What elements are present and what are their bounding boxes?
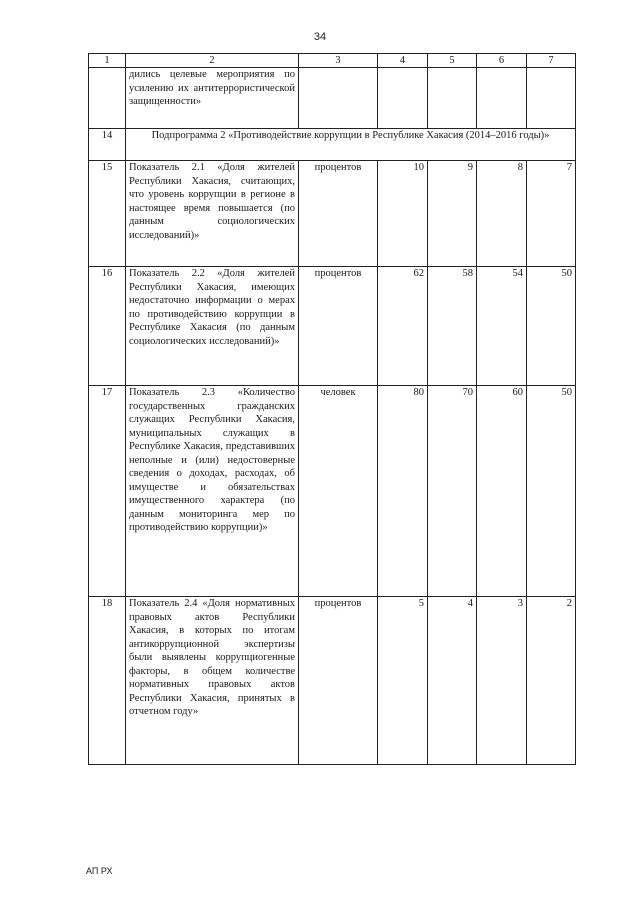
- row-value: 62: [378, 267, 428, 386]
- row-value: 58: [428, 267, 477, 386]
- row-value: 50: [527, 267, 576, 386]
- indicators-table: [88, 53, 576, 765]
- row-value: 10: [378, 161, 428, 267]
- column-header: 6: [477, 54, 527, 68]
- row-unit: процентов: [299, 597, 378, 765]
- row-value: 3: [477, 597, 527, 765]
- row-value: 8: [477, 161, 527, 267]
- row-number: [89, 68, 126, 129]
- subprogram-title: Подпрограмма 2 «Противодействие коррупции в Республике Хакасия (2014–2016 годы)»: [126, 129, 576, 161]
- row-value: 50: [527, 386, 576, 597]
- row-number: 14: [89, 129, 126, 161]
- row-number: 15: [89, 161, 126, 267]
- table-row: [89, 597, 576, 765]
- row-description: Показатель 2.3 «Количество государственных гражданских служащих Республики Хакасия, муниципальных служащих в Республике Хакасия, представивших неполные и (или) недостоверные сведения о доходах, расходах, об имуществе и обязательствах имущественного характера (по данным мониторинга мер по противодействию коррупции)»: [126, 386, 299, 597]
- footer-mark: АП РХ: [86, 866, 113, 876]
- row-value: [378, 68, 428, 129]
- row-value: 9: [428, 161, 477, 267]
- table-row: [89, 267, 576, 386]
- row-description: Показатель 2.4 «Доля нормативных правовых актов Республики Хакасия, в которых по итогам антикоррупционной экспертизы были выявлены коррупциогенные факторы, в общем количестве нормативных правовых актов Республики Хакасия, принятых в отчетном году»: [126, 597, 299, 765]
- row-description: Показатель 2.2 «Доля жителей Республики Хакасия, имеющих недостаточно информации о мерах по противодействию коррупции в Республике Хакасия (по данным социологических исследований)»: [126, 267, 299, 386]
- row-description: дились целевые мероприятия по усилению их антитеррористической защищенности»: [126, 68, 299, 129]
- row-unit: процентов: [299, 267, 378, 386]
- row-number: 17: [89, 386, 126, 597]
- row-unit: процентов: [299, 161, 378, 267]
- row-value: [428, 68, 477, 129]
- row-value: 70: [428, 386, 477, 597]
- row-number: 18: [89, 597, 126, 765]
- row-value: 2: [527, 597, 576, 765]
- row-description: Показатель 2.1 «Доля жителей Республики Хакасия, считающих, что уровень коррупции в регионе в настоящее время повышается (по данным социологических исследований)»: [126, 161, 299, 267]
- row-value: 54: [477, 267, 527, 386]
- row-value: [527, 68, 576, 129]
- row-value: 4: [428, 597, 477, 765]
- row-number: 16: [89, 267, 126, 386]
- column-header: 5: [428, 54, 477, 68]
- row-value: 80: [378, 386, 428, 597]
- table-row: [89, 386, 576, 597]
- table-row: [89, 161, 576, 267]
- column-header: 3: [299, 54, 378, 68]
- row-unit: [299, 68, 378, 129]
- continuation-row: [89, 68, 576, 129]
- table-header-row: [89, 54, 576, 68]
- row-unit: человек: [299, 386, 378, 597]
- row-value: 5: [378, 597, 428, 765]
- row-value: 60: [477, 386, 527, 597]
- subprogram-row: [89, 129, 576, 161]
- row-value: [477, 68, 527, 129]
- page-number: 34: [313, 31, 327, 43]
- column-header: 2: [126, 54, 299, 68]
- column-header: 4: [378, 54, 428, 68]
- row-value: 7: [527, 161, 576, 267]
- column-header: 7: [527, 54, 576, 68]
- column-header: 1: [89, 54, 126, 68]
